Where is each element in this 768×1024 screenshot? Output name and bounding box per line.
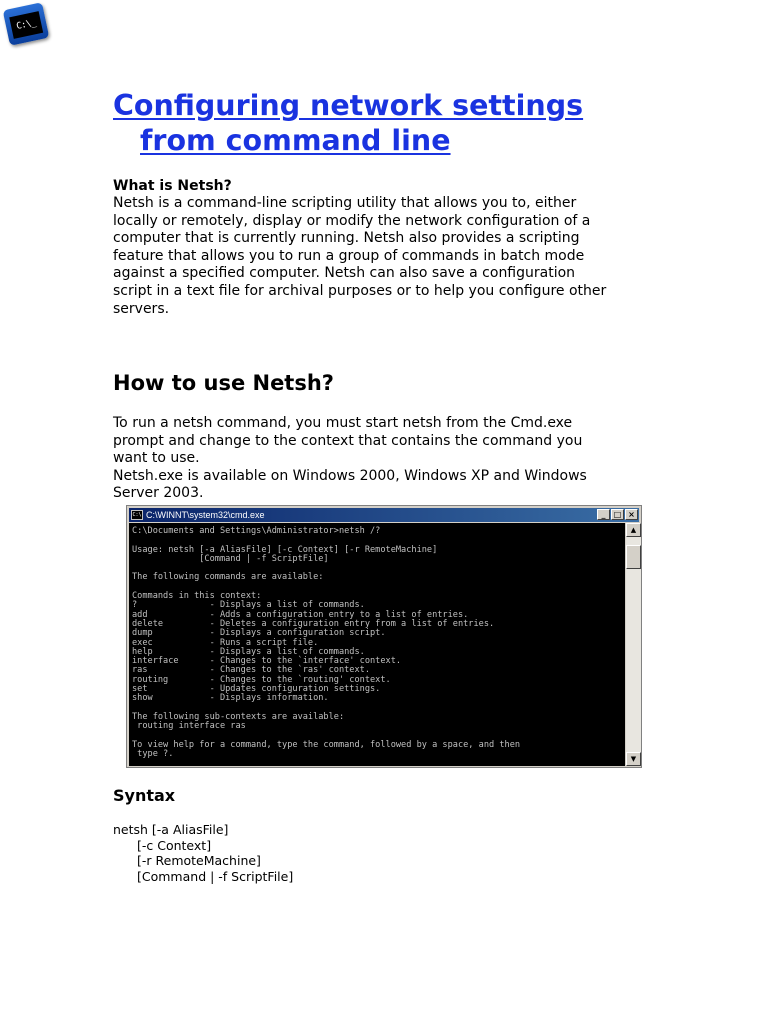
syntax-block — [113, 822, 293, 884]
console-line: set - Updates configuration settings. — [132, 684, 381, 695]
minimize-button[interactable]: _ — [597, 509, 610, 520]
page-title-line-2[interactable]: from command line — [140, 124, 451, 157]
window-controls — [597, 509, 638, 520]
what-is-netsh-heading: What is Netsh? — [113, 178, 232, 194]
syntax-line: [-c Context] — [137, 837, 212, 853]
window-title: C:\WINNT\system32\cmd.exe — [146, 510, 265, 520]
logo-screen: C:\_ — [9, 11, 43, 39]
close-button[interactable]: × — [625, 509, 638, 520]
console-line: delete - Deletes a configuration entry from a list of entries. — [132, 618, 495, 629]
console-line: dump - Displays a configuration script. — [132, 628, 386, 639]
window-titlebar — [129, 508, 639, 522]
console-line: [Command | -f ScriptFile] — [132, 553, 329, 564]
console-line: add - Adds a configuration entry to a list of entries. — [132, 609, 469, 620]
console-line: show - Displays information. — [132, 693, 329, 704]
scroll-down-arrow-icon[interactable]: ▼ — [626, 752, 641, 766]
console-line: The following sub-contexts are available: — [132, 711, 345, 722]
how-to-use-netsh-heading: How to use Netsh? — [113, 371, 334, 395]
console-line: Usage: netsh [-a AliasFile] [-c Context] [-r RemoteMachine] — [132, 544, 438, 555]
scroll-up-arrow-icon[interactable]: ▲ — [626, 523, 641, 537]
console-line: To view help for a command, type the command, followed by a space, and then — [132, 739, 521, 750]
syntax-line: [-r RemoteMachine] — [137, 853, 261, 868]
command-prompt-logo-icon — [3, 2, 50, 46]
console-line: Commands in this context: — [132, 591, 262, 602]
command-prompt-window — [126, 505, 642, 768]
console-line: The following commands are available: — [132, 572, 324, 583]
console-line: C:\Documents and Settings\Administrator>netsh /? — [132, 526, 381, 536]
syntax-line: [Command | -f ScriptFile] — [137, 868, 294, 884]
syntax-heading: Syntax — [113, 786, 176, 805]
console-output — [129, 523, 625, 766]
cmd-icon: C:\ — [132, 512, 142, 518]
what-is-netsh-body: Netsh is a command-line scripting utility that allows you to, either locally or remotely, display or modify the network configuration of a computer that is currently running. Netsh also provides a scripting feature that allows you to run a group of commands in batch mode against a specified computer. Netsh can also save a configuration script in a text file for archival purposes or to help you configure other servers. — [113, 195, 607, 317]
console-line: routing - Changes to the `routing' context. — [132, 674, 391, 685]
page-title[interactable] — [113, 88, 653, 158]
maximize-button[interactable]: □ — [611, 509, 624, 520]
vertical-scrollbar[interactable] — [626, 523, 641, 766]
console-line: routing interface ras — [132, 721, 246, 732]
console-line: exec - Runs a script file. — [132, 637, 319, 648]
how-to-use-netsh-body: To run a netsh command, you must start netsh from the Cmd.exe prompt and change to the context that contains the command you want to use. Netsh.exe is available on Windows 2000, Windows XP and Windows Server 2003. — [113, 415, 587, 502]
console-line: help - Displays a list of commands. — [132, 646, 365, 657]
console-line: ras - Changes to the `ras' context. — [132, 665, 370, 676]
syntax-line: netsh [-a AliasFile] — [113, 822, 229, 837]
console-line: ? - Displays a list of commands. — [132, 600, 365, 611]
console-line: type ?. — [132, 749, 174, 760]
page-title-line-1[interactable]: Configuring network settings — [113, 89, 584, 122]
console-line: interface - Changes to the `interface' context. — [132, 656, 402, 667]
scrollbar-thumb[interactable] — [626, 545, 641, 569]
